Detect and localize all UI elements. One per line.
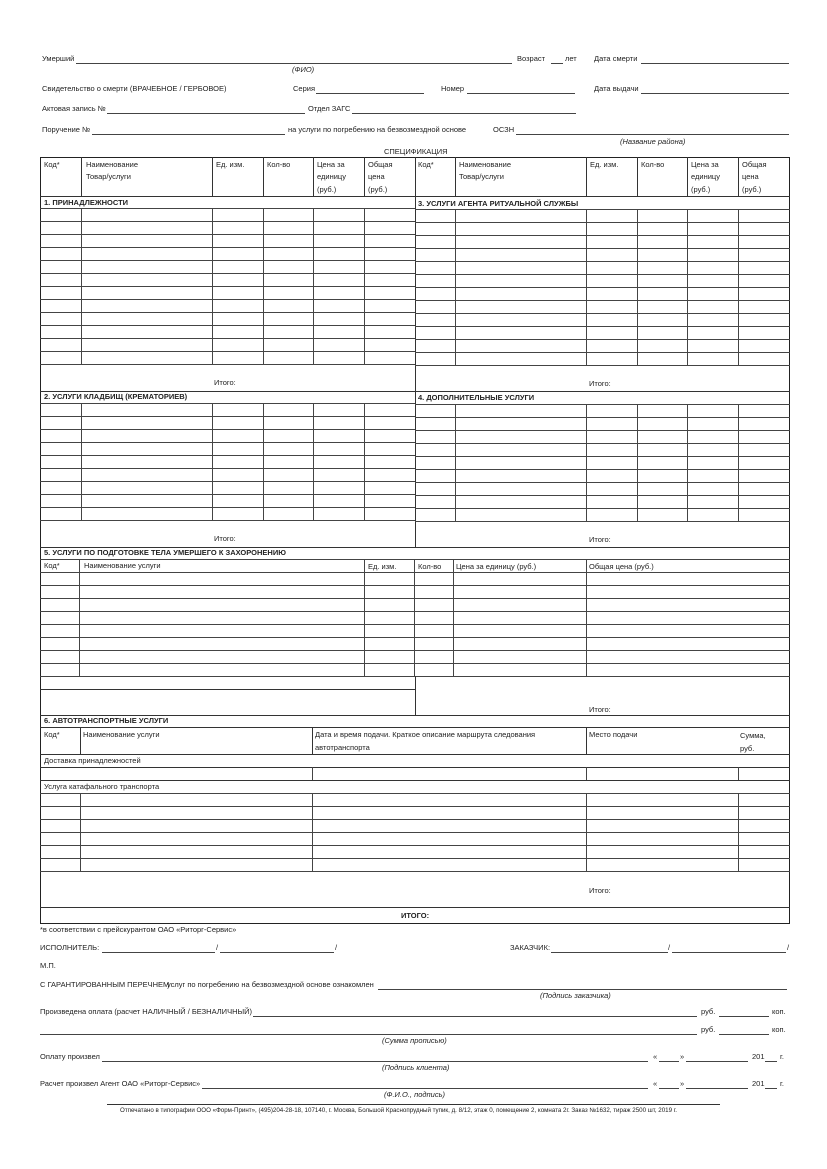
year-field-2[interactable] — [765, 1088, 777, 1089]
month-field-2[interactable] — [686, 1088, 748, 1089]
col-code: Код* — [44, 160, 60, 169]
col-price-r: Цена за — [691, 160, 719, 169]
col-name-r-2: Товар/услуги — [459, 172, 504, 181]
kop-label: коп. — [772, 1007, 786, 1016]
col-name-r: Наименование — [459, 160, 511, 169]
series-label: Серия — [293, 84, 316, 93]
s6-catafalque-grid[interactable] — [40, 793, 790, 871]
paid-by-label: Оплату произвел — [40, 1052, 100, 1061]
agent-sign-hint: (Ф.И.О., подпись) — [384, 1090, 446, 1099]
section-5-title: 5. УСЛУГИ ПО ПОДГОТОВКЕ ТЕЛА УМЕРШЕГО К ЗАХОРОНЕНИЮ — [44, 548, 286, 557]
s5-col-total: Общая цена (руб.) — [589, 562, 654, 571]
hsep — [263, 157, 264, 196]
order-field[interactable] — [92, 134, 285, 135]
hsep — [313, 157, 314, 196]
s5-col-unit: Ед. изм. — [368, 562, 397, 571]
s5-left-line — [40, 689, 415, 690]
section-2-subtotal: Итого: — [214, 534, 236, 543]
printer-note: Отпечатано в типографии ООО «Форм-Принт», (495)204-28-18, 107140, г. Москва, Большой Краснопрудный тупик, д. 8/12, этаж 0, помещение 2, комната 2г. Заказ №1632, тираж 2500 шт, 2019 г. — [120, 1107, 677, 1114]
rub-field[interactable] — [719, 1016, 769, 1017]
year-suffix: г. — [780, 1052, 784, 1061]
slash: / — [335, 943, 338, 952]
col-total-r-2: цена — [742, 172, 759, 181]
section-4-grid[interactable] — [415, 404, 790, 521]
slash: / — [216, 943, 219, 952]
section-2-title: 2. УСЛУГИ КЛАДБИЩ (КРЕМАТОРИЕВ) — [44, 392, 188, 401]
rub-field-2[interactable] — [719, 1034, 769, 1035]
s5-col-code: Код* — [44, 561, 60, 570]
s6-sep — [80, 727, 81, 754]
col-total-3: (руб.) — [368, 185, 388, 194]
s6-row-delivery: Доставка принадлежностей — [44, 756, 141, 765]
executor-label: ИСПОЛНИТЕЛЬ: — [40, 943, 100, 952]
col-price: Цена за — [317, 160, 345, 169]
number-field[interactable] — [467, 93, 575, 94]
agent-label: Расчет произвел Агент ОАО «Риторг-Сервис» — [40, 1079, 201, 1088]
oszn-field[interactable] — [516, 134, 789, 135]
s6-col-datetime: Дата и время подачи. Краткое описание маршрута следования — [315, 730, 536, 739]
s5-col-qty: Кол-во — [418, 562, 442, 571]
day-field-2[interactable] — [659, 1088, 679, 1089]
issue-date-label: Дата выдачи — [594, 84, 639, 93]
executor-name-field[interactable] — [102, 952, 215, 953]
date-close: » — [680, 1052, 685, 1061]
s6-col-code: Код* — [44, 730, 60, 739]
hsep — [81, 157, 82, 196]
hsep — [738, 157, 739, 196]
death-date-field[interactable] — [641, 63, 789, 64]
col-price-r-3: (руб.) — [691, 185, 711, 194]
act-record-field[interactable] — [107, 113, 305, 114]
hsep — [364, 157, 365, 196]
section-3-title: 3. УСЛУГИ АГЕНТА РИТУАЛЬНОЙ СЛУЖБЫ — [418, 199, 579, 208]
section-1-title: 1. ПРИНАДЛЕЖНОСТИ — [44, 198, 129, 207]
year-prefix: 201 — [752, 1052, 765, 1061]
section-6-subtotal: Итого: — [589, 886, 611, 895]
fio-hint: (ФИО) — [292, 65, 315, 74]
section-4-subtotal: Итого: — [589, 535, 611, 544]
payment-label: Произведена оплата (расчет НАЛИЧНЫЙ / БЕЗНАЛИЧНЫЙ) — [40, 1007, 253, 1016]
s6-col-sum: Сумма, — [740, 731, 766, 740]
s5-divider — [415, 676, 416, 715]
month-field[interactable] — [686, 1061, 748, 1062]
s6-row-catafalque: Услуга катафального транспорта — [44, 782, 160, 791]
s6-delivery-row[interactable] — [40, 767, 790, 780]
client-sign-hint: (Подпись клиента) — [382, 1063, 450, 1072]
issue-date-field[interactable] — [641, 93, 789, 94]
kop-label-2: коп. — [772, 1025, 786, 1034]
age-label: Возраст — [517, 54, 546, 63]
col-total-2: цена — [368, 172, 385, 181]
grand-total: ИТОГО: — [401, 911, 430, 920]
series-field[interactable] — [316, 93, 424, 94]
date-open-2: « — [653, 1079, 658, 1088]
header-bottom-line — [40, 196, 790, 197]
hsep — [637, 157, 638, 196]
customer-label: ЗАКАЗЧИК: — [510, 943, 551, 952]
s5-col-name: Наименование услуги — [84, 561, 161, 570]
age-unit: лет — [565, 54, 577, 63]
printer-rule — [107, 1104, 720, 1105]
customer-name-field[interactable] — [551, 952, 668, 953]
year-suffix-2: г. — [780, 1079, 784, 1088]
day-field[interactable] — [659, 1061, 679, 1062]
year-field[interactable] — [765, 1061, 777, 1062]
executor-sign-field[interactable] — [220, 952, 334, 953]
oszn-label: ОСЗН — [493, 125, 515, 134]
rub-label-2: руб. — [701, 1025, 716, 1034]
customer-ack-sign-field[interactable] — [378, 989, 787, 990]
customer-sign-hint: (Подпись заказчика) — [540, 991, 611, 1000]
zags-field[interactable] — [352, 113, 576, 114]
slash: / — [787, 943, 790, 952]
s6-col-datetime-2: автотранспорта — [315, 743, 370, 752]
age-field[interactable] — [551, 63, 563, 64]
guaranteed-text: услуг по погребению на безвозмездной основе ознакомлен — [167, 980, 374, 989]
death-date-label: Дата смерти — [594, 54, 638, 63]
col-total: Общая — [368, 160, 393, 169]
s6-line — [40, 780, 790, 781]
stamp-label: М.П. — [40, 961, 56, 970]
col-total-r: Общая — [742, 160, 767, 169]
s6-line — [40, 727, 790, 728]
section-3-grid[interactable] — [415, 209, 790, 366]
hsep — [455, 157, 456, 196]
section-3-subtotal: Итого: — [589, 379, 611, 388]
s6-line — [40, 754, 790, 755]
hsep — [586, 157, 587, 196]
s6-sep — [312, 727, 313, 754]
amount-words-field[interactable] — [40, 1034, 697, 1035]
number-label: Номер — [441, 84, 465, 93]
s6-sep — [586, 727, 587, 754]
order-services-label: на услуги по погребению на безвозмездной основе — [288, 125, 467, 134]
section-4-title: 4. ДОПОЛНИТЕЛЬНЫЕ УСЛУГИ — [418, 393, 535, 402]
guaranteed-label: С ГАРАНТИРОВАННЫМ ПЕРЕЧНЕМ — [40, 980, 170, 989]
col-price-2: единицу — [317, 172, 346, 181]
col-price-3: (руб.) — [317, 185, 337, 194]
agent-field[interactable] — [202, 1088, 648, 1089]
col-code-r: Код* — [418, 160, 434, 169]
s6-col-sum-2: руб. — [740, 744, 755, 753]
date-close-2: » — [680, 1079, 685, 1088]
amount-words-hint: (Сумма прописью) — [382, 1036, 447, 1045]
spec-title: СПЕЦИФИКАЦИЯ — [384, 147, 448, 156]
payment-field[interactable] — [253, 1016, 697, 1017]
col-total-r-3: (руб.) — [742, 185, 762, 194]
footnote: *в соответствии с прейскурантом ОАО «Риторг-Сервис» — [40, 925, 237, 934]
rub-label: руб. — [701, 1007, 716, 1016]
zags-label: Отдел ЗАГС — [308, 104, 351, 113]
section-6-title: 6. АВТОТРАНСПОРТНЫЕ УСЛУГИ — [44, 716, 169, 725]
district-hint: (Название района) — [620, 137, 686, 146]
slash: / — [668, 943, 671, 952]
date-open: « — [653, 1052, 658, 1061]
section-1-grid[interactable] — [40, 208, 415, 365]
s6-col-place: Место подачи — [589, 730, 638, 739]
section-5-subtotal: Итого: — [589, 705, 611, 714]
hsep — [687, 157, 688, 196]
col-name-2: Товар/услуги — [86, 172, 131, 181]
section-2-grid[interactable] — [40, 403, 415, 520]
certificate-label: Свидетельство о смерти (ВРАЧЕБНОЕ / ГЕРБОВОЕ) — [42, 84, 227, 93]
year-prefix-2: 201 — [752, 1079, 765, 1088]
customer-sign-field[interactable] — [672, 952, 786, 953]
section-1-subtotal: Итого: — [214, 378, 236, 387]
hsep — [212, 157, 213, 196]
s6-col-name: Наименование услуги — [83, 730, 160, 739]
act-record-label: Актовая запись № — [42, 104, 106, 113]
deceased-field[interactable] — [76, 63, 512, 64]
paid-by-field[interactable] — [102, 1061, 648, 1062]
col-unit-r: Ед. изм. — [590, 160, 619, 169]
col-price-r-2: единицу — [691, 172, 720, 181]
col-qty: Кол-во — [267, 160, 291, 169]
order-label: Поручение № — [42, 125, 91, 134]
col-name: Наименование — [86, 160, 138, 169]
col-unit: Ед. изм. — [216, 160, 245, 169]
deceased-label: Умерший — [42, 54, 75, 63]
grand-total-line — [40, 907, 790, 908]
s5-col-price: Цена за единицу (руб.) — [456, 562, 537, 571]
section-5-grid[interactable] — [40, 559, 790, 676]
col-qty-r: Кол-во — [641, 160, 665, 169]
